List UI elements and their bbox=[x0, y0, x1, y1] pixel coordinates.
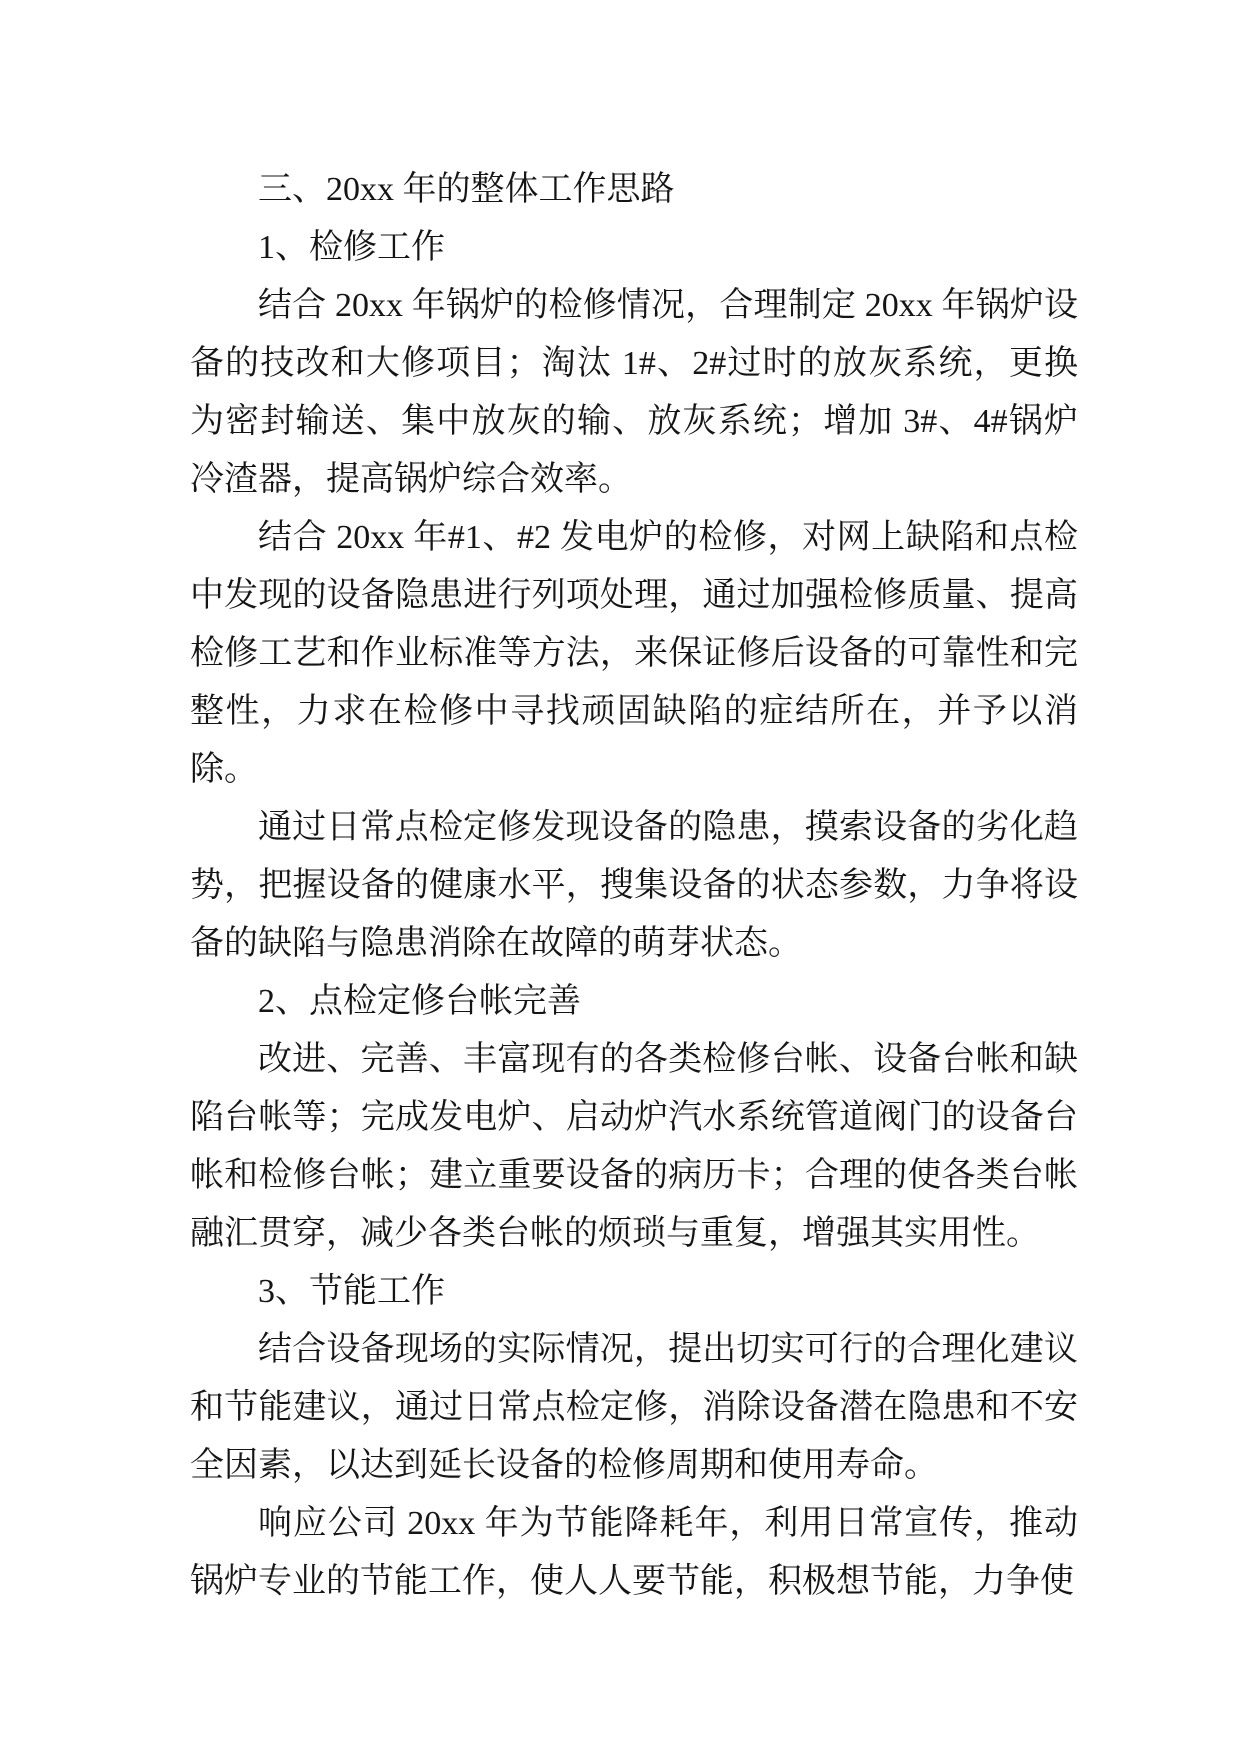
body-paragraph: 响应公司 20xx 年为节能降耗年，利用日常宣传，推动锅炉专业的节能工作，使人人要节能，积极想节能，力争使 bbox=[190, 1505, 1078, 1600]
body-paragraph: 改进、完善、丰富现有的各类检修台帐、设备台帐和缺陷台帐等；完成发电炉、启动炉汽水系统管道阀门的设备台帐和检修台帐；建立重要设备的病历卡；合理的使各类台帐融汇贯穿，减少各类台帐的烦琐与重复，增强其实用性。 bbox=[190, 1041, 1078, 1252]
body-paragraph: 结合设备现场的实际情况，提出切实可行的合理化建议和节能建议，通过日常点检定修，消除设备潜在隐患和不安全因素，以达到延长设备的检修周期和使用寿命。 bbox=[190, 1331, 1078, 1484]
section-heading: 3、节能工作 bbox=[258, 1273, 445, 1310]
document-content bbox=[190, 161, 1078, 1611]
body-paragraph: 通过日常点检定修发现设备的隐患，摸索设备的劣化趋势，把握设备的健康水平，搜集设备的状态参数，力争将设备的缺陷与隐患消除在故障的萌芽状态。 bbox=[190, 809, 1078, 962]
section-heading: 1、检修工作 bbox=[258, 229, 445, 266]
section-heading: 三、20xx 年的整体工作思路 bbox=[258, 171, 675, 208]
section-heading: 2、点检定修台帐完善 bbox=[258, 983, 581, 1020]
body-paragraph: 结合 20xx 年锅炉的检修情况，合理制定 20xx 年锅炉设备的技改和大修项目；淘汰 1#、2#过时的放灰系统，更换为密封输送、集中放灰的输、放灰系统；增加 3#、4#锅炉冷渣器，提高锅炉综合效率。 bbox=[190, 287, 1078, 498]
body-paragraph: 结合 20xx 年#1、#2 发电炉的检修，对网上缺陷和点检中发现的设备隐患进行列项处理，通过加强检修质量、提高检修工艺和作业标准等方法，来保证修后设备的可靠性和完整性，力求在检修中寻找顽固缺陷的症结所在，并予以消除。 bbox=[190, 519, 1078, 788]
